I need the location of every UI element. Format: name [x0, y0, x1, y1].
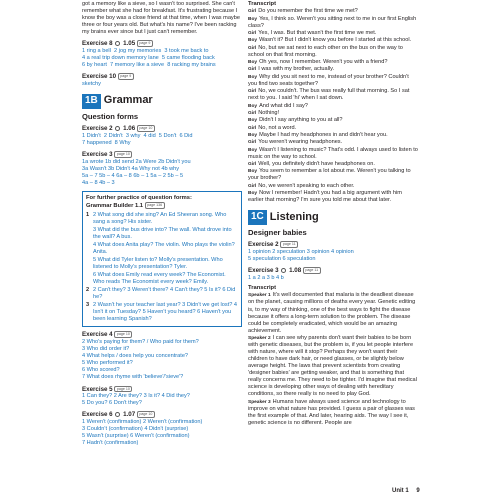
intro-paragraph: got a memory like a sieve, so I wasn't too surprised. She can't remember what she had for breakfast. It's frustrating because I know the boy was a close friend at that time, when I was maybe three or four years old. But what's his name? I've been racking my brains ever since but I just can't remember.: [82, 1, 240, 36]
exercise-6-answers: [82, 419, 242, 447]
exercise-8-heading: [82, 40, 242, 48]
answer: 3 why: [125, 133, 141, 140]
dialogue-text: Nothing!: [258, 109, 280, 116]
answer-line: 1a wrote 1b did send 2a Were 2b Didn't you: [82, 158, 191, 165]
exercise-5-answers: [82, 393, 242, 407]
box-item: [86, 257, 238, 271]
exercise-2-answers: [82, 133, 242, 147]
item-number: 1: [86, 211, 90, 218]
answer: 6 Did: [179, 133, 193, 140]
item-text: 3 What did the bus drive into? The wall. What drove into the wall? A bus.: [93, 226, 232, 240]
answer-line: 7 Hadn't (confirmation): [82, 440, 139, 447]
dialogue-line: [248, 161, 418, 168]
answer: 4 did: [143, 133, 156, 140]
item-text: 5 What did Tyler listen to? Molly's presentation. Who listened to Molly's presentation? Tyler.: [93, 256, 223, 271]
exercise-10-answer: sketchy: [82, 81, 101, 87]
answer: 7 memory like a sieve: [110, 62, 165, 69]
subheading-designer-babies: Designer babies: [248, 227, 307, 237]
dialogue-text: Wasn't it? But I didn't know you before I started at this school.: [259, 37, 412, 44]
track-number: 1.06: [123, 125, 136, 133]
speaker-name: Girl: [248, 67, 257, 73]
grammar-builder-ref: Grammar Builder 1.1: [86, 203, 144, 210]
answer: 4 a real trip down memory lane: [82, 55, 159, 62]
box-item: [86, 302, 238, 323]
box-title: For further practice of question forms:: [86, 195, 192, 202]
exercise-6-title: Exercise 6: [82, 411, 113, 419]
dialogue-line: [248, 139, 418, 146]
exercise-3-heading: [82, 151, 242, 159]
item-number: 2: [86, 287, 90, 294]
dialogue-text: You seem to remember a lot about me. Weren't you talking to your brother?: [248, 168, 411, 182]
speaker-name: Girl: [248, 110, 257, 116]
dialogue-line: [248, 110, 418, 117]
dialogue-line: [248, 66, 418, 73]
page-badge: page 10: [114, 151, 132, 158]
exercise-5-heading: [82, 386, 242, 394]
answer-line: 3a Wasn't 3b Didn't 4a Why not 4b why: [82, 165, 180, 172]
audio-cd-icon: [115, 126, 120, 131]
answer-line: 5 Do you? 6 Don't they?: [82, 400, 142, 407]
page-badge: page 10: [114, 386, 132, 393]
speaker-name: Girl: [248, 45, 257, 51]
dialogue-text: Didn't I say anything to you at all?: [259, 117, 343, 124]
section-1c-header: [248, 210, 418, 225]
exercise-2-title: Exercise 2: [82, 125, 113, 133]
answer: 2 jog my memories: [114, 48, 162, 55]
exercise-2-heading: [248, 241, 418, 249]
transcript-2-heading: Transcript: [248, 285, 277, 292]
speaker-name: Girl: [248, 125, 257, 131]
section-title: Grammar: [103, 94, 153, 107]
item-text: 2 What song did she sing? An Ed Sheeran song. Who sang a song? His sister.: [93, 211, 227, 225]
answer-line: 3 Couldn't (confirmation) 4 Didn't (surprise): [82, 426, 189, 433]
speaker-name: Boy: [248, 169, 258, 175]
dialogue-text: Oh yes, now I remember. Weren't you with a friend?: [259, 59, 388, 66]
answer-line: 5a – 7 5b – 4 6a – 8 6b – 1 5a – 2 5b – 5: [82, 173, 184, 180]
answer-line: 5 Who performed it?: [82, 360, 133, 367]
box-item: [86, 272, 238, 286]
speaker-name: Boy: [248, 147, 258, 153]
page-badge: page 10: [114, 331, 132, 338]
page-badge: page 9: [118, 73, 134, 80]
answer-line: 1 opinion 2 speculation 3 opinion 4 opinion: [248, 249, 354, 256]
dialogue-line: [248, 117, 418, 124]
page-badge: page 11: [303, 267, 321, 274]
answer-line: 3 Who did order it?: [82, 346, 130, 353]
speaker-name: Speaker 2: [248, 336, 271, 341]
dialogue-line: [248, 37, 418, 44]
page-badge: page 11: [280, 241, 298, 248]
answer: 7 happened: [82, 140, 112, 147]
exercise-4-title: Exercise 4: [82, 331, 113, 339]
answer-line: 1 Weren't (confirmation) 2 Weren't (confirmation): [82, 419, 203, 426]
item-text: 4 What does Anita play? The violin. Who plays the violin? Anita.: [93, 241, 235, 255]
item-text: 2 Can't they? 3 Weren't there? 4 Can't they? 5 Is it? 6 Did he?: [93, 287, 236, 301]
audio-cd-icon: [115, 412, 120, 417]
dialogue-line: [248, 399, 418, 427]
item-number: [86, 227, 93, 241]
box-item: [86, 287, 238, 301]
answer: 6 by heart: [82, 62, 107, 69]
exercise-2-heading: [82, 125, 242, 133]
section-title: Listening: [269, 210, 319, 223]
answer: 2 Didn't: [103, 133, 123, 140]
dialogue-text: Why did you sit next to me, instead of your brother? Couldn't you find two seats together?: [248, 73, 409, 87]
dialogue-text: Yes, I think so. Weren't you sitting next to me in our first English class?: [248, 15, 417, 29]
answer: 3 took me back to: [164, 48, 209, 55]
exercise-8-title: Exercise 8: [82, 40, 113, 48]
dialogue-line: [248, 74, 418, 88]
speaker-name: Boy: [248, 132, 258, 138]
exercise-4-answers: [82, 339, 242, 381]
dialogue-text: No, we couldn't. The bus was really full that morning. So I sat next to you. I said 'hi' when I sat down.: [248, 88, 410, 102]
item-number: [86, 272, 93, 286]
page-badge: page 10: [137, 411, 155, 418]
dialogue-text: You weren't wearing headphones.: [258, 139, 343, 146]
unit-label: Unit 1: [392, 488, 409, 494]
dialogue-text: Humans have always used science and technology to improve on what nature has provided. I guess a pair of glasses was the first example of that. And later, hearing aids. The way I see it, genetic science is no different. People are: [248, 398, 415, 426]
answer-line: 6 Who scored?: [82, 367, 120, 374]
box-item: [86, 242, 238, 256]
transcript-2: [248, 292, 418, 426]
section-tag: 1C: [248, 210, 267, 225]
exercise-6-heading: [82, 411, 242, 419]
answer: 1 ring a bell: [82, 48, 111, 55]
track-number: 1.05: [123, 40, 136, 48]
page-number: 9: [416, 488, 420, 494]
dialogue-text: No, but we sat next to each other on the bus on the way to school on that first morning.: [248, 44, 403, 58]
transcript-1: [248, 8, 418, 204]
exercise-3-title: Exercise 3: [82, 151, 113, 159]
box-item: [86, 212, 238, 226]
audio-cd-icon: [115, 41, 120, 46]
dialogue-text: Do you remember the first time we met?: [258, 8, 358, 15]
audio-cd-icon: [281, 268, 286, 273]
dialogue-line: [248, 168, 418, 182]
dialogue-text: I can see why parents don't want their babies to be born with genetic diseases, but the problem is, if you let people interfere with nature, where will it stop? Perhaps they won't want their children to have dark hair, or need glasses, or be slightly below average height. The laws that prevent scientists from creating 'designer babies' are getting weaker, and that is something that really concerns me. They need to be tighter. I'd imagine that medical science is developing other ways of dealing with hereditary conditions, so there really is no need to play God.: [248, 335, 417, 398]
box-subtitle: [86, 202, 238, 210]
box-item: [86, 227, 238, 241]
exercise-3-answers: 1 a 2 a 3 b 4 b: [248, 275, 284, 282]
dialogue-line: [248, 183, 418, 190]
dialogue-text: Wasn't I listening to music? That's odd. I always used to listen to music on the way to school.: [248, 146, 418, 160]
transcript-1-heading: Transcript: [248, 1, 277, 7]
page-badge: page 9: [137, 40, 153, 47]
speaker-name: Girl: [248, 9, 257, 15]
answer: 5 Don't: [158, 133, 177, 140]
dialogue-line: [248, 147, 418, 161]
dialogue-line: [248, 45, 418, 59]
answer-line: 4 What helps / does help you concentrate?: [82, 353, 189, 360]
dialogue-text: It's well documented that malaria is the deadliest disease on the planet, causing millions of deaths every year. Genetic editing is, to my way of thinking, one of the best ways to fight the disease because it offers a long-term solution to the problem. The disease could be completely eradicated, which would be an amazing achievement.: [248, 292, 416, 334]
speaker-name: Speaker 3: [248, 399, 271, 405]
speaker-name: Girl: [248, 183, 257, 189]
track-number: 1.08: [289, 267, 302, 275]
dialogue-line: [248, 30, 418, 37]
page-badge: page 10: [137, 125, 155, 132]
answer: 1 Didn't: [82, 133, 101, 140]
right-column: [248, 1, 418, 427]
section-tag: 1B: [82, 94, 101, 109]
dialogue-line: [248, 103, 418, 110]
exercise-2-answers: [248, 249, 418, 263]
answer-line: 1 Can they? 2 Are they? 3 Is it? 4 Did they?: [82, 393, 190, 400]
speaker-name: Boy: [248, 38, 258, 44]
exercise-3-answers: [82, 159, 242, 187]
speaker-name: Boy: [248, 74, 258, 80]
dialogue-line: [248, 292, 418, 334]
speaker-name: Girl: [248, 162, 257, 168]
answer-line: 5 speculation 6 speculation: [248, 256, 316, 263]
speaker-name: Boy: [248, 60, 258, 66]
track-number: 1.07: [123, 411, 136, 419]
speaker-name: Speaker 1: [248, 293, 271, 299]
exercise-10-heading: [82, 73, 242, 81]
item-number: [86, 257, 93, 271]
section-1b-header: [82, 94, 242, 109]
dialogue-line: [248, 88, 418, 102]
exercise-3-heading: [248, 267, 418, 275]
dialogue-text: No, not a word.: [258, 124, 297, 131]
left-column: [82, 1, 242, 447]
speaker-name: Girl: [248, 89, 257, 95]
subheading-question-forms: Question forms: [82, 111, 139, 121]
page-footer: [392, 488, 420, 496]
exercise-2-title: Exercise 2: [248, 241, 279, 249]
dialogue-line: [248, 132, 418, 139]
dialogue-line: [248, 335, 418, 398]
answer: 8 Why: [114, 140, 131, 147]
dialogue-line: [248, 59, 418, 66]
speaker-name: Boy: [248, 191, 258, 197]
dialogue-line: [248, 125, 418, 132]
dialogue-text: Maybe I had my headphones in and didn't hear you.: [259, 131, 388, 138]
answer-line: 2 Who's paying for them? / Who paid for them?: [82, 339, 199, 346]
exercise-8-answers: [82, 48, 242, 69]
exercise-3-title: Exercise 3: [248, 267, 279, 275]
speaker-name: Boy: [248, 118, 258, 124]
answer-line: 7 What does rhyme with 'believe'/'sieve'?: [82, 374, 184, 381]
exercise-10-title: Exercise 10: [82, 73, 117, 81]
dialogue-line: [248, 16, 418, 30]
item-text: 2 Wasn't he your teacher last year? 3 Didn't we get lost? 4 Isn't it on Tuesday? 5 Haven't you heard? 6 Haven't you been learning Spanish?: [93, 302, 238, 323]
speaker-name: Boy: [248, 103, 258, 109]
dialogue-text: I was with my brother, actually.: [258, 66, 335, 73]
exercise-5-title: Exercise 5: [82, 385, 113, 393]
page-badge: page 136: [145, 202, 165, 209]
dialogue-text: Yes, I was. But that wasn't the first time we met.: [258, 30, 377, 37]
answer: 5 came flooding back: [161, 55, 215, 62]
answer: 8 racking my brains: [167, 62, 216, 69]
dialogue-line: [248, 190, 418, 204]
grammar-builder-box: [82, 191, 242, 327]
item-number: 3: [86, 302, 90, 309]
speaker-name: Girl: [248, 140, 257, 146]
exercise-4-heading: [82, 331, 242, 339]
item-number: [86, 242, 93, 256]
dialogue-text: No, we weren't speaking to each other.: [258, 182, 355, 189]
speaker-name: Girl: [248, 31, 257, 37]
speaker-name: Boy: [248, 16, 258, 22]
item-text: 6 What does Emily read every week? The Economist. Who reads The Economist every week? Emily.: [93, 272, 226, 286]
dialogue-line: [248, 8, 418, 15]
dialogue-text: And what did I say?: [259, 102, 308, 109]
dialogue-text: Well, you definitely didn't have headphones on.: [258, 161, 375, 168]
answer-line: 5 Wasn't (surprise) 6 Weren't (confirmation): [82, 433, 190, 440]
answer-line: 4a – 8 4b – 3: [82, 180, 115, 187]
dialogue-text: Now I remember! Hadn't you had a big argument with him earlier that morning? I'm sure you told me about that later.: [248, 190, 402, 204]
